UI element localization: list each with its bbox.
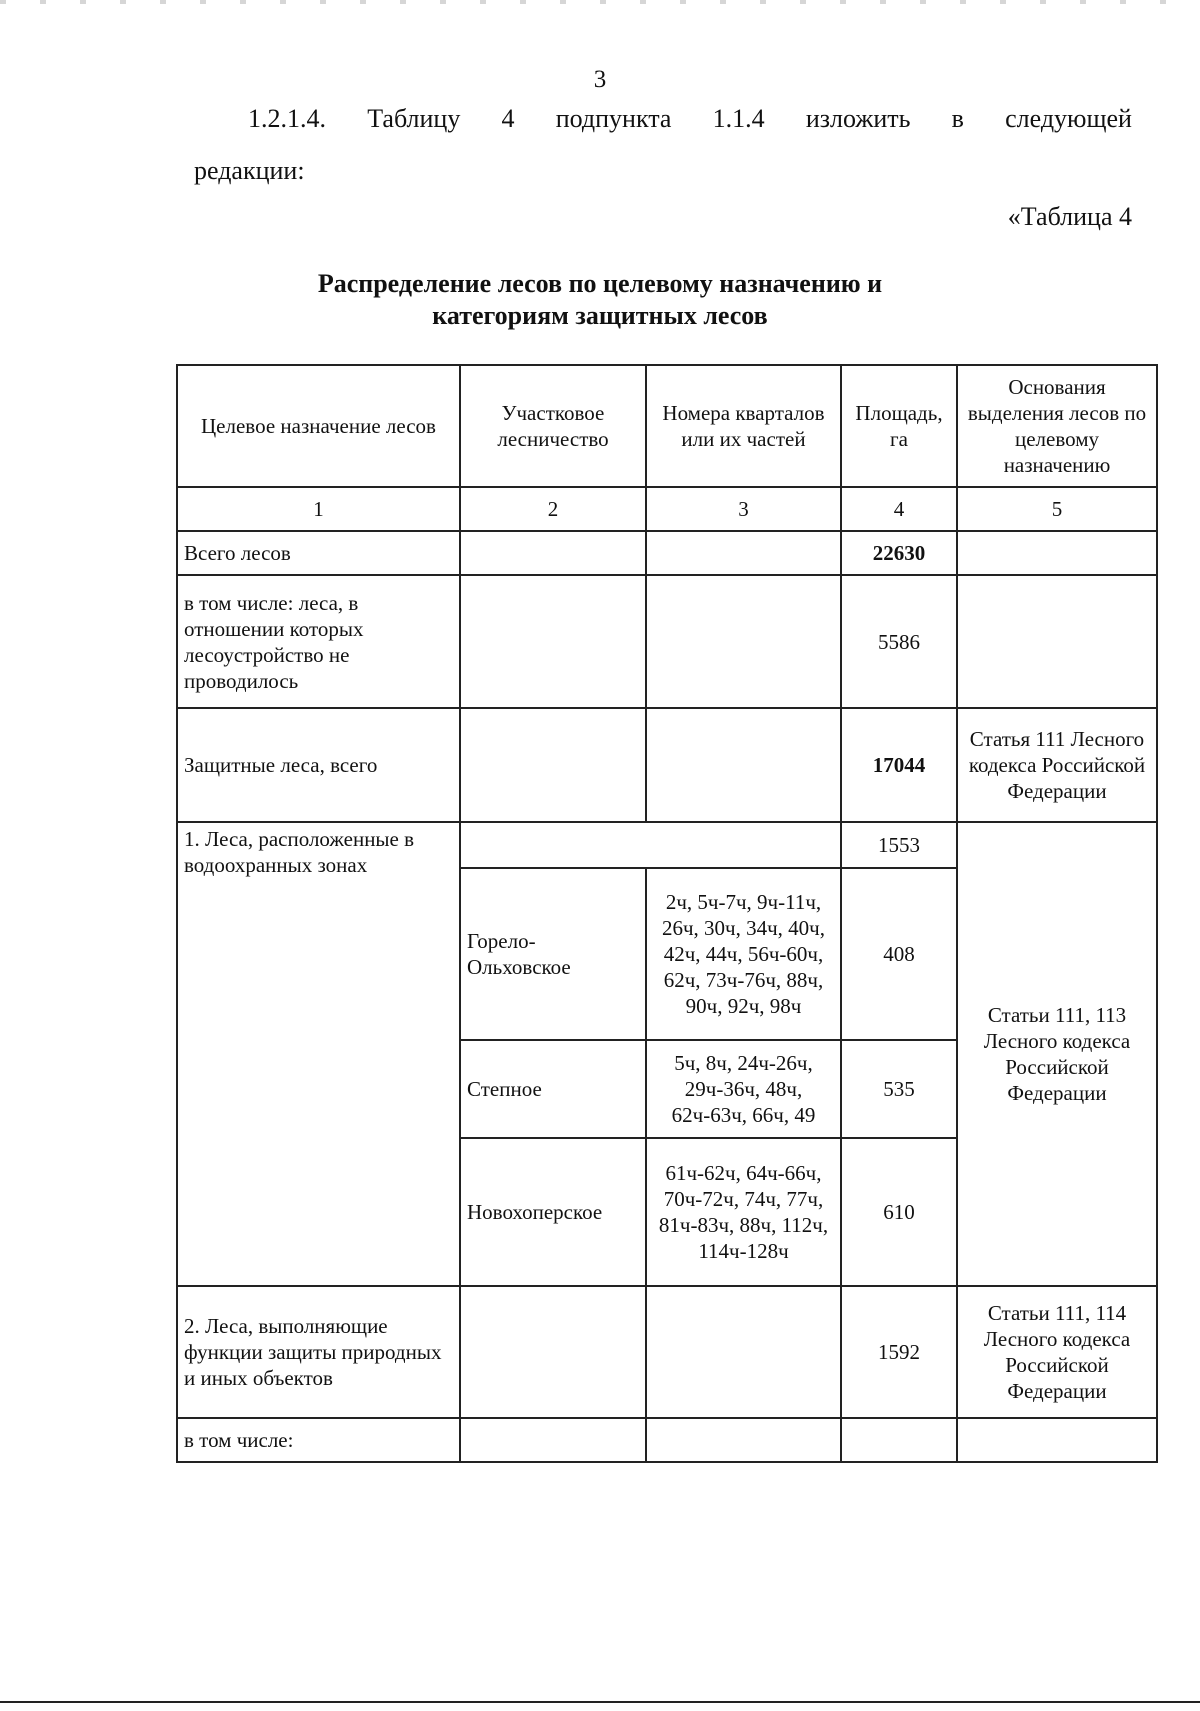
header-cell: Целевое назначение лесов (177, 365, 460, 487)
basis-cell: Статья 111 Лесного кодекса Российской Федерации (957, 708, 1157, 822)
empty-cell (957, 531, 1157, 575)
empty-cell (841, 1418, 957, 1462)
table-header-row (177, 365, 1157, 487)
area-cell: 5586 (841, 575, 957, 708)
column-number: 3 (646, 487, 841, 531)
purpose-cell: Защитные леса, всего (177, 708, 460, 822)
paragraph-word: 1.2.1.4. (248, 104, 326, 133)
empty-cell (646, 708, 841, 822)
area-cell: 610 (841, 1138, 957, 1286)
page-number: 3 (593, 66, 607, 93)
empty-cell (460, 575, 646, 708)
area-cell: 1592 (841, 1286, 957, 1418)
quarters-cell: 5ч, 8ч, 24ч-26ч, 29ч-36ч, 48ч, 62ч-63ч, 66ч, 49 (646, 1040, 841, 1138)
table-title-line: Распределение лесов по целевому назначению и (317, 269, 883, 298)
district-cell: Новохоперское (460, 1138, 646, 1286)
empty-cell (646, 531, 841, 575)
area-cell: 535 (841, 1040, 957, 1138)
paragraph-continuation: редакции: (194, 156, 305, 185)
table-row (177, 1418, 1157, 1462)
header-cell: Площадь, га (841, 365, 957, 487)
table-row (177, 575, 1157, 708)
area-cell: 17044 (841, 708, 957, 822)
empty-cell (460, 1286, 646, 1418)
table-title-line: категориям защитных лесов (432, 301, 768, 330)
empty-cell (646, 575, 841, 708)
empty-cell (460, 822, 841, 868)
column-number: 2 (460, 487, 646, 531)
column-number: 1 (177, 487, 460, 531)
table-row (177, 1286, 1157, 1418)
area-cell: 22630 (841, 531, 957, 575)
table-row (177, 531, 1157, 575)
column-number-row (177, 487, 1157, 531)
purpose-cell: Всего лесов (177, 531, 460, 575)
empty-cell (460, 708, 646, 822)
empty-cell (957, 575, 1157, 708)
table-row (177, 708, 1157, 822)
amendment-paragraph (248, 104, 1132, 134)
header-cell: Участковое лесничество (460, 365, 646, 487)
paragraph-word: 4 (501, 104, 515, 133)
quarters-cell: 61ч-62ч, 64ч-66ч, 70ч-72ч, 74ч, 77ч, 81ч-83ч, 88ч, 112ч, 114ч-128ч (646, 1138, 841, 1286)
paragraph-word: 1.1.4 (712, 104, 765, 133)
table-title (0, 268, 1200, 332)
purpose-cell: в том числе: (177, 1418, 460, 1462)
paragraph-word: изложить (805, 104, 911, 133)
basis-cell: Статьи 111, 114 Лесного кодекса Российской Федерации (957, 1286, 1157, 1418)
paragraph-word: Таблицу (367, 104, 461, 133)
column-number: 4 (841, 487, 957, 531)
empty-cell (646, 1286, 841, 1418)
forest-distribution-table (176, 364, 1158, 1463)
table-caption: «Таблица 4 (1007, 202, 1132, 231)
district-cell: Степное (460, 1040, 646, 1138)
quarters-cell: 2ч, 5ч-7ч, 9ч-11ч, 26ч, 30ч, 34ч, 40ч, 42ч, 44ч, 56ч-60ч, 62ч, 73ч-76ч, 88ч, 90ч, 92ч, 98ч (646, 868, 841, 1040)
area-cell: 1553 (841, 822, 957, 868)
paragraph-word: подпункта (555, 104, 672, 133)
area-cell: 408 (841, 868, 957, 1040)
page-bottom-rule (0, 1701, 1200, 1703)
empty-cell (646, 1418, 841, 1462)
purpose-cell: 2. Леса, выполняющие функции защиты природных и иных объектов (177, 1286, 460, 1418)
header-cell: Основания выделения лесов по целевому назначению (957, 365, 1157, 487)
header-cell: Номера кварталов или их частей (646, 365, 841, 487)
basis-cell: Статьи 111, 113 Лесного кодекса Российской Федерации (957, 822, 1157, 1286)
column-number: 5 (957, 487, 1157, 531)
purpose-cell: в том числе: леса, в отношении которых лесоустройство не проводилось (177, 575, 460, 708)
district-cell: Горело-Ольховское (460, 868, 646, 1040)
empty-cell (460, 1418, 646, 1462)
scan-edge (0, 0, 1200, 4)
table-row (177, 822, 1157, 868)
purpose-cell: 1. Леса, расположенные в водоохранных зонах (177, 822, 460, 1286)
empty-cell (957, 1418, 1157, 1462)
paragraph-word: в (951, 104, 964, 133)
empty-cell (460, 531, 646, 575)
paragraph-word: следующей (1005, 104, 1132, 133)
